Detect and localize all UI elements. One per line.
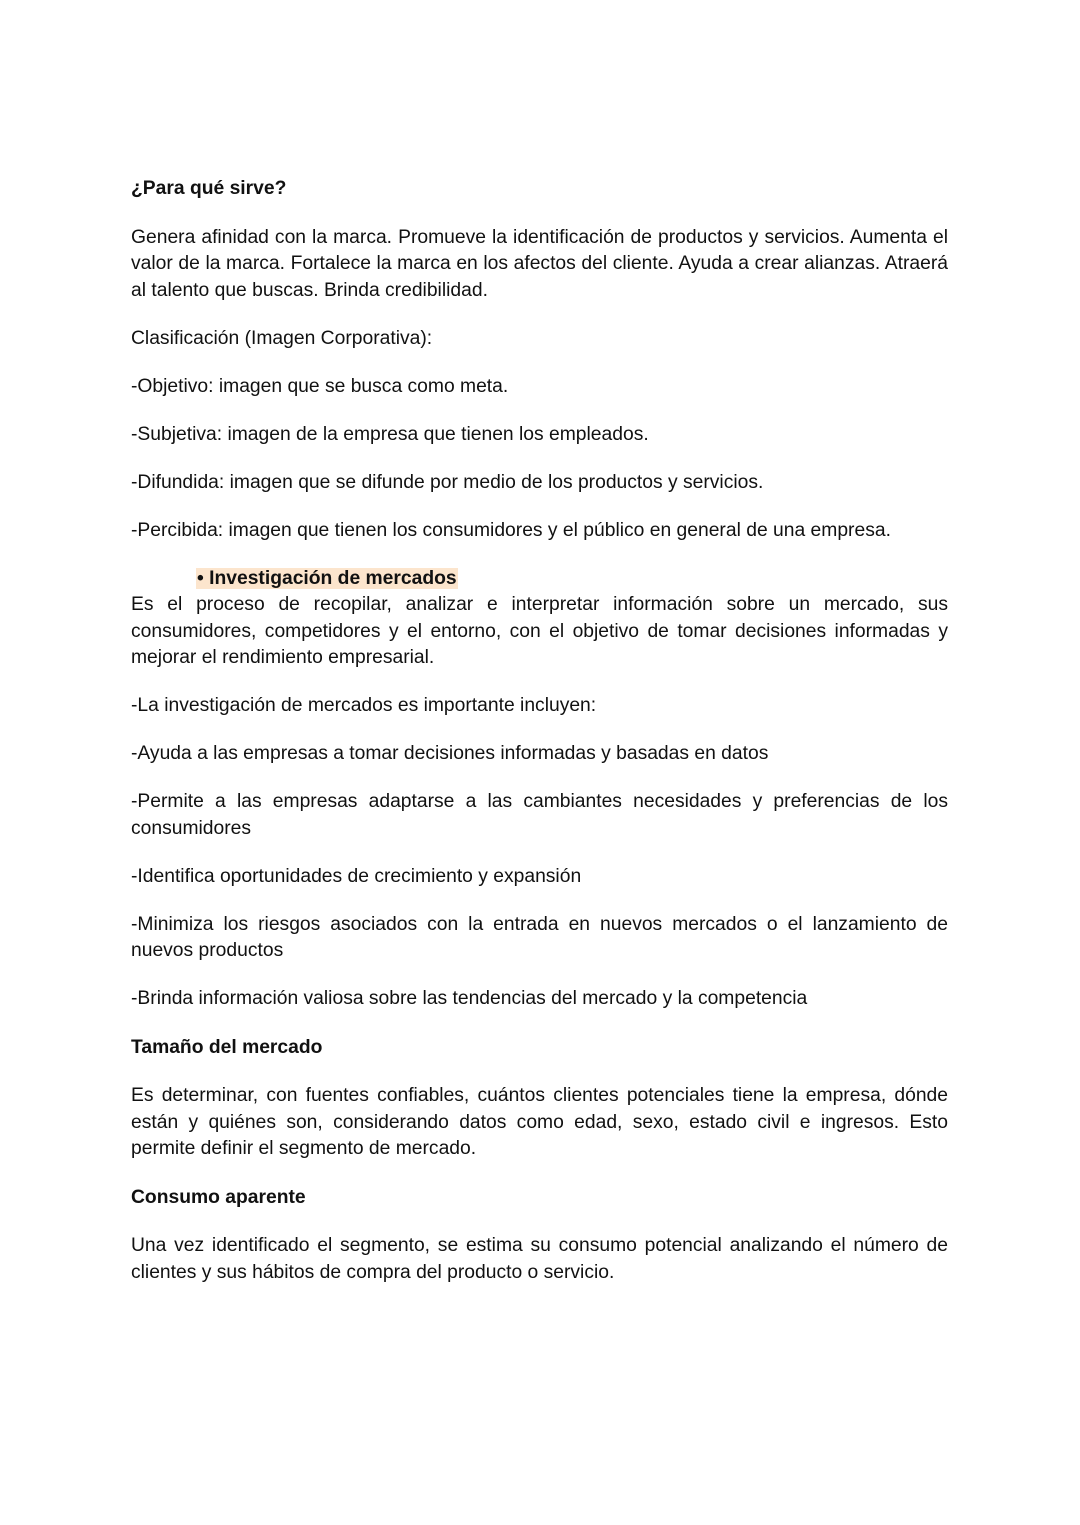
document-page (131, 176, 948, 1286)
classification-item: -Percibida: imagen que tienen los consumidores y el público en general de una empresa. (131, 519, 891, 541)
paragraph-investigacion: Es el proceso de recopilar, analizar e interpretar información sobre un mercado, sus consumidores, competidores y el entorno, con el objetivo de tomar decisiones informadas y mejorar el rendimiento empresarial. (131, 594, 948, 668)
classification-item: -Difundida: imagen que se difunde por medio de los productos y servicios. (131, 471, 764, 493)
highlighted-heading-text: • Investigación de mercados (197, 567, 457, 589)
section-heading-para-que-sirve: ¿Para qué sirve? (131, 178, 287, 199)
research-item: -Permite a las empresas adaptarse a las cambiantes necesidades y preferencias de los consumidores (131, 791, 948, 839)
paragraph-tamano-mercado: Es determinar, con fuentes confiables, cuántos clientes potenciales tiene la empresa, dónde están y quiénes son, considerando datos como edad, sexo, estado civil e ingresos. Esto permite definir el segmento de mercado. (131, 1085, 948, 1159)
research-item: -Brinda información valiosa sobre las tendencias del mercado y la competencia (131, 988, 808, 1009)
research-item: -Minimiza los riesgos asociados con la entrada en nuevos mercados o el lanzamiento de nuevos productos (131, 913, 948, 961)
classification-item: -Objetivo: imagen que se busca como meta. (131, 375, 509, 397)
research-item: -Identifica oportunidades de crecimiento y expansión (131, 865, 582, 887)
section-heading-consumo-aparente: Consumo aparente (131, 1186, 306, 1208)
paragraph-consumo-aparente: Una vez identificado el segmento, se estima su consumo potencial analizando el número de clientes y sus hábitos de compra del producto o servicio. (131, 1235, 948, 1283)
section-heading-tamano-mercado: Tamaño del mercado (131, 1036, 323, 1058)
research-item: -Ayuda a las empresas a tomar decisiones informadas y basadas en datos (131, 743, 769, 764)
classification-item: -Subjetiva: imagen de la empresa que tienen los empleados. (131, 423, 649, 445)
paragraph-para-que-sirve: Genera afinidad con la marca. Promueve la identificación de productos y servicios. Aumenta el valor de la marca. Fortalece la marca en los afectos del cliente. Ayuda a crear alianzas. Atraerá al talento que buscas. Brinda credibilidad. (131, 226, 948, 301)
classification-title: Clasificación (Imagen Corporativa): (131, 327, 433, 349)
bullet-heading-investigacion (131, 566, 948, 593)
research-intro: -La investigación de mercados es importante incluyen: (131, 695, 597, 716)
